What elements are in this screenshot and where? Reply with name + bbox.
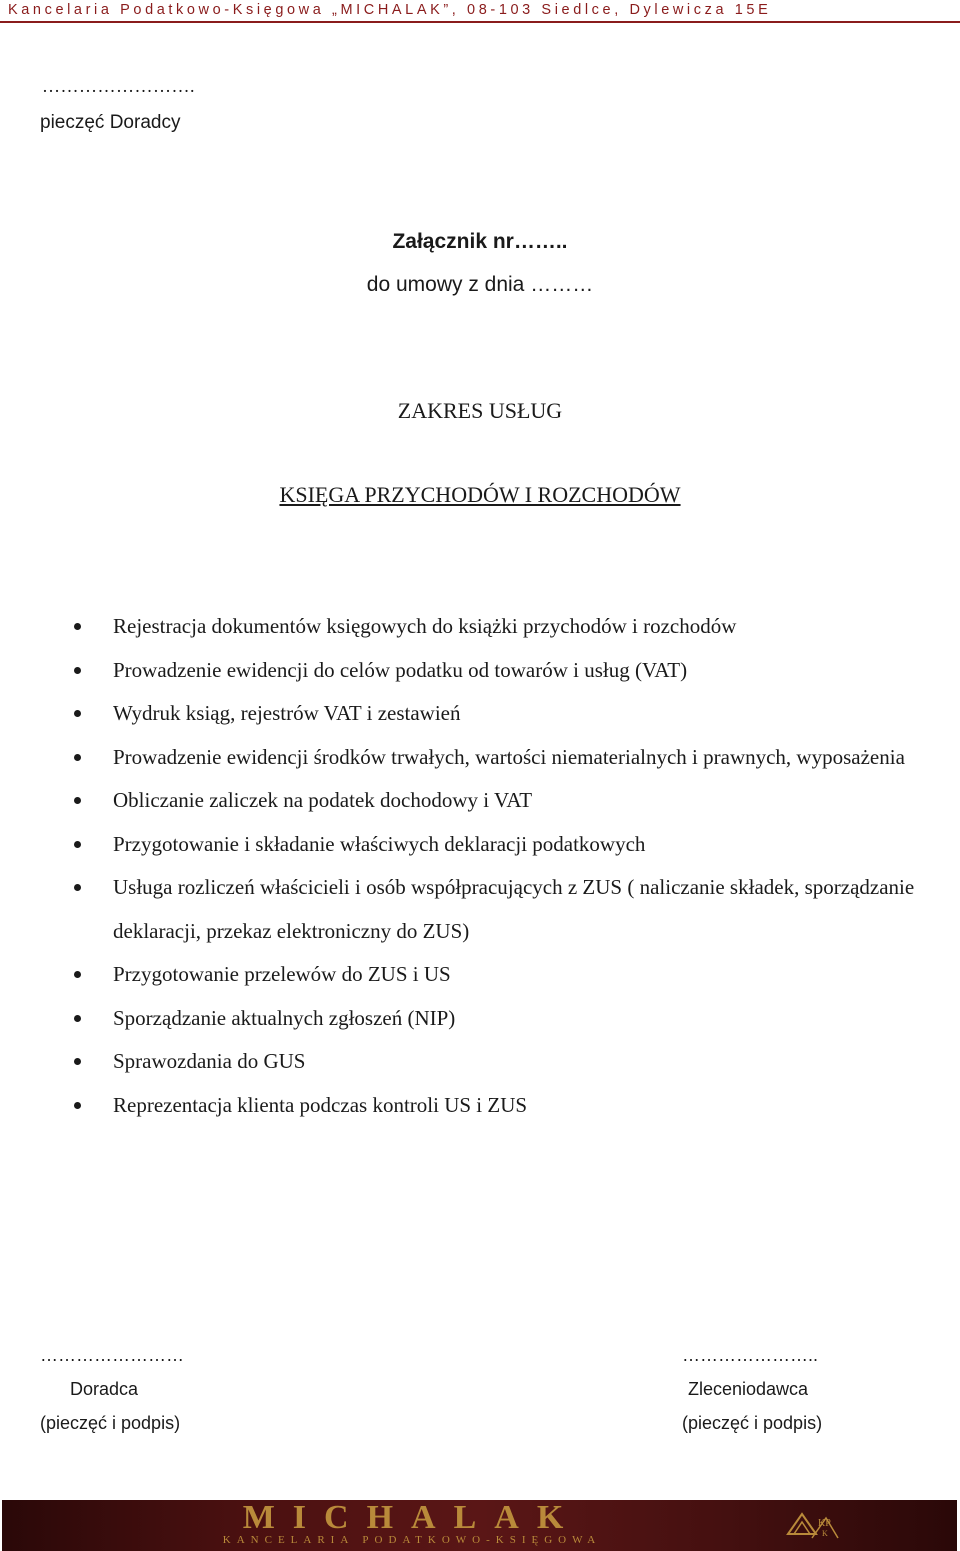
list-item [70, 997, 930, 1041]
client-signature-block [682, 1338, 822, 1440]
bullet-icon [74, 841, 81, 848]
advisor-signature-block [40, 1338, 184, 1440]
services-scope-title: ZAKRES USŁUG [397, 398, 563, 423]
ledger-title: KSIĘGA PRZYCHODÓW I ROZCHODÓW [279, 482, 681, 507]
services-list [70, 605, 930, 1127]
list-item-text: Rejestracja dokumentów księgowych do książki przychodów i rozchodów [113, 614, 737, 638]
client-role: Zleceniodawca [688, 1379, 809, 1399]
advisor-signature-note: (pieczęć i podpis) [40, 1413, 181, 1433]
list-item [70, 736, 930, 780]
bullet-icon [74, 971, 81, 978]
bullet-icon [74, 1102, 81, 1109]
bullet-icon [74, 1015, 81, 1022]
list-item-text: Usługa rozliczeń właścicieli i osób współpracujących z ZUS ( naliczanie składek, sporządzanie deklaracji, przekaz elektroniczny do ZUS) [113, 875, 915, 943]
footer-brand-subtitle: KANCELARIA PODATKOWO-KSIĘGOWA [222, 1534, 602, 1546]
advisor-role: Doradca [70, 1379, 139, 1399]
client-signature-note: (pieczęć i podpis) [682, 1413, 823, 1433]
list-item [70, 692, 930, 736]
annex-contract-date: do umowy z dnia ……… [366, 273, 594, 296]
bullet-icon [74, 710, 81, 717]
bullet-icon [74, 884, 81, 891]
list-item [70, 649, 930, 693]
annex-number: Załącznik nr…….. [392, 230, 568, 253]
footer-banner [2, 1500, 957, 1551]
list-item [70, 779, 930, 823]
header-divider [0, 21, 960, 23]
list-item-text: Przygotowanie i składanie właściwych deklaracji podatkowych [113, 831, 646, 856]
list-item [70, 1040, 930, 1084]
footer-brand-logo: MICHALAK [242, 1500, 582, 1536]
bullet-icon [74, 754, 81, 761]
list-item [70, 953, 930, 997]
list-item-text: Sprawozdania do GUS [113, 1049, 306, 1073]
svg-text:K: K [822, 1529, 828, 1538]
stamp-label: pieczęć Doradcy [40, 112, 181, 133]
bullet-icon [74, 1058, 81, 1065]
list-item [70, 1084, 930, 1128]
list-item-text: Obliczanie zaliczek na podatek dochodowy i VAT [113, 788, 533, 812]
list-item-text: Wydruk ksiąg, rejestrów VAT i zestawień [113, 701, 461, 725]
list-item-text: Sporządzanie aktualnych zgłoszeń (NIP) [113, 1005, 456, 1030]
list-item-text: Przygotowanie przelewów do ZUS i US [113, 962, 451, 986]
list-item-text: Prowadzenie ewidencji do celów podatku od towarów i usług (VAT) [113, 657, 688, 682]
list-item-text: Prowadzenie ewidencji środków trwałych, wartości niematerialnych i prawnych, wyposażenia [113, 744, 905, 769]
list-item-text: Reprezentacja klienta podczas kontroli US i ZUS [113, 1092, 528, 1117]
svg-text:KP: KP [818, 1518, 831, 1529]
advisor-signature-dots: …………………… [40, 1345, 184, 1365]
client-signature-dots: ………………….. [682, 1345, 819, 1365]
stamp-dots: ……………………. [42, 76, 195, 96]
list-item [70, 605, 930, 649]
bullet-icon [74, 797, 81, 804]
page-header-text: Kancelaria Podatkowo-Księgowa „MICHALAK”, 08-103 Siedlce, Dylewicza 15E [8, 2, 772, 18]
list-item [70, 823, 930, 867]
list-item [70, 866, 930, 953]
bullet-icon [74, 667, 81, 674]
bullet-icon [74, 623, 81, 630]
brand-emblem-icon [782, 1504, 842, 1546]
